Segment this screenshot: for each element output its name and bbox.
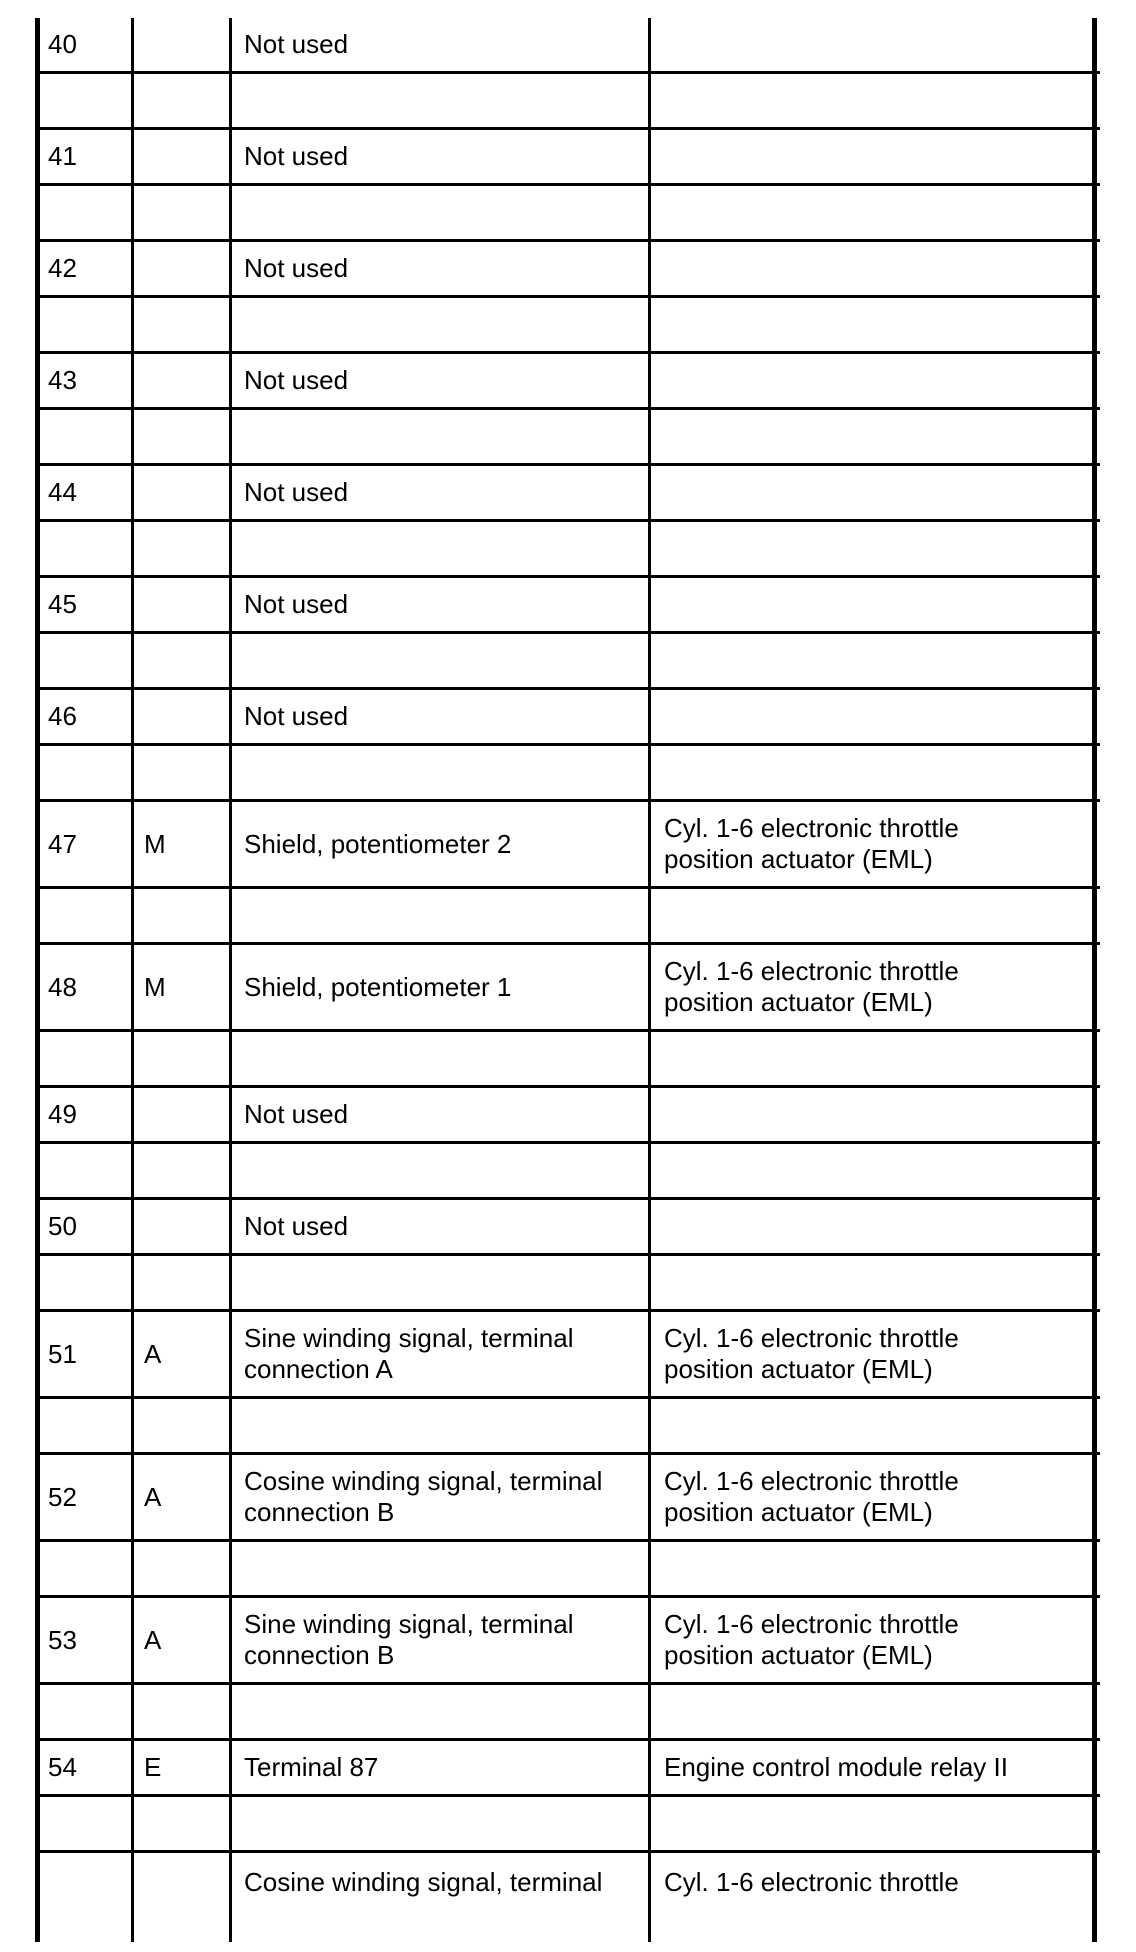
type-cell	[144, 130, 224, 183]
type-cell: E	[144, 1752, 162, 1782]
description-cell: Not used	[244, 589, 349, 619]
pin-cell: 44	[48, 477, 77, 507]
component-cell	[664, 1200, 1094, 1253]
table-row	[36, 1200, 1100, 1253]
row-rule	[36, 886, 1100, 889]
row-rule	[36, 1029, 1100, 1032]
description-cell: Not used	[244, 1211, 349, 1241]
description-cell: Not used	[244, 365, 349, 395]
pin-cell: 52	[48, 1481, 77, 1512]
description-cell: Not used	[244, 701, 349, 731]
description-cell: Not used	[244, 477, 349, 507]
table-row	[36, 130, 1100, 183]
description-cell: Cosine winding signal, terminal connection B	[244, 1466, 603, 1527]
pin-cell: 51	[48, 1338, 77, 1369]
table-row	[36, 945, 1100, 1029]
component-cell: Cyl. 1-6 electronic throttle position actuator (EML)	[664, 1466, 959, 1527]
row-rule	[36, 1682, 1100, 1685]
table-row	[36, 18, 1100, 71]
component-cell: Engine control module relay II	[664, 1752, 1008, 1782]
component-cell	[664, 578, 1094, 631]
table-row	[36, 354, 1100, 407]
description-cell: Sine winding signal, terminal connection A	[244, 1323, 574, 1384]
component-cell: Cyl. 1-6 electronic throttle position actuator (EML)	[664, 956, 959, 1017]
table-row	[36, 802, 1100, 886]
pin-cell: 40	[48, 29, 77, 59]
type-cell	[144, 1200, 224, 1253]
description-cell: Terminal 87	[244, 1752, 379, 1782]
description-cell: Not used	[244, 253, 349, 283]
row-rule	[36, 631, 1100, 634]
type-cell: A	[144, 1624, 162, 1655]
component-cell	[664, 354, 1094, 407]
type-cell	[144, 578, 224, 631]
table-row	[36, 578, 1100, 631]
row-rule	[36, 1253, 1100, 1256]
component-cell	[664, 18, 1094, 71]
component-cell	[664, 130, 1094, 183]
pin-cell: 47	[48, 828, 77, 859]
row-rule	[36, 743, 1100, 746]
description-cell: Not used	[244, 1099, 349, 1129]
component-cell	[664, 242, 1094, 295]
component-cell	[664, 466, 1094, 519]
component-cell: Cyl. 1-6 electronic throttle position actuator (EML)	[664, 813, 959, 874]
component-cell: Cyl. 1-6 electronic throttle position actuator (EML)	[664, 1609, 959, 1670]
type-cell	[144, 1088, 224, 1141]
row-rule	[36, 519, 1100, 522]
type-cell: M	[144, 971, 166, 1002]
description-cell: Not used	[244, 141, 349, 171]
table-row	[36, 1853, 1100, 1942]
pin-cell	[48, 1853, 128, 1942]
table-row	[36, 1598, 1100, 1682]
description-cell: Cosine winding signal, terminal	[244, 1867, 603, 1897]
row-rule	[36, 1539, 1100, 1542]
table-row	[36, 1088, 1100, 1141]
pin-cell: 43	[48, 365, 77, 395]
type-cell	[144, 242, 224, 295]
row-rule	[36, 71, 1100, 74]
pin-cell: 54	[48, 1752, 77, 1782]
pin-cell: 46	[48, 701, 77, 731]
type-cell: A	[144, 1481, 162, 1512]
pin-cell: 42	[48, 253, 77, 283]
row-rule	[36, 183, 1100, 186]
table-row	[36, 1741, 1100, 1794]
row-rule	[36, 1794, 1100, 1797]
description-cell: Shield, potentiometer 2	[244, 828, 512, 859]
pin-cell: 53	[48, 1624, 77, 1655]
table-row	[36, 466, 1100, 519]
row-rule	[36, 1396, 1100, 1399]
description-cell: Sine winding signal, terminal connection B	[244, 1609, 574, 1670]
pin-cell: 50	[48, 1211, 77, 1241]
type-cell	[144, 1853, 224, 1942]
row-rule	[36, 295, 1100, 298]
type-cell	[144, 690, 224, 743]
description-cell: Not used	[244, 29, 349, 59]
row-rule	[36, 1141, 1100, 1144]
table-row	[36, 690, 1100, 743]
type-cell: A	[144, 1338, 162, 1369]
pin-cell: 41	[48, 141, 77, 171]
type-cell	[144, 354, 224, 407]
component-cell	[664, 690, 1094, 743]
table-row	[36, 242, 1100, 295]
component-cell: Cyl. 1-6 electronic throttle	[664, 1867, 959, 1897]
type-cell	[144, 18, 224, 71]
pin-cell: 45	[48, 589, 77, 619]
row-rule	[36, 407, 1100, 410]
pin-cell: 49	[48, 1099, 77, 1129]
component-cell: Cyl. 1-6 electronic throttle position actuator (EML)	[664, 1323, 959, 1384]
description-cell: Shield, potentiometer 1	[244, 971, 512, 1002]
type-cell	[144, 466, 224, 519]
type-cell: M	[144, 828, 166, 859]
component-cell	[664, 1088, 1094, 1141]
table-row	[36, 1312, 1100, 1396]
table-row	[36, 1455, 1100, 1539]
pin-cell: 48	[48, 971, 77, 1002]
